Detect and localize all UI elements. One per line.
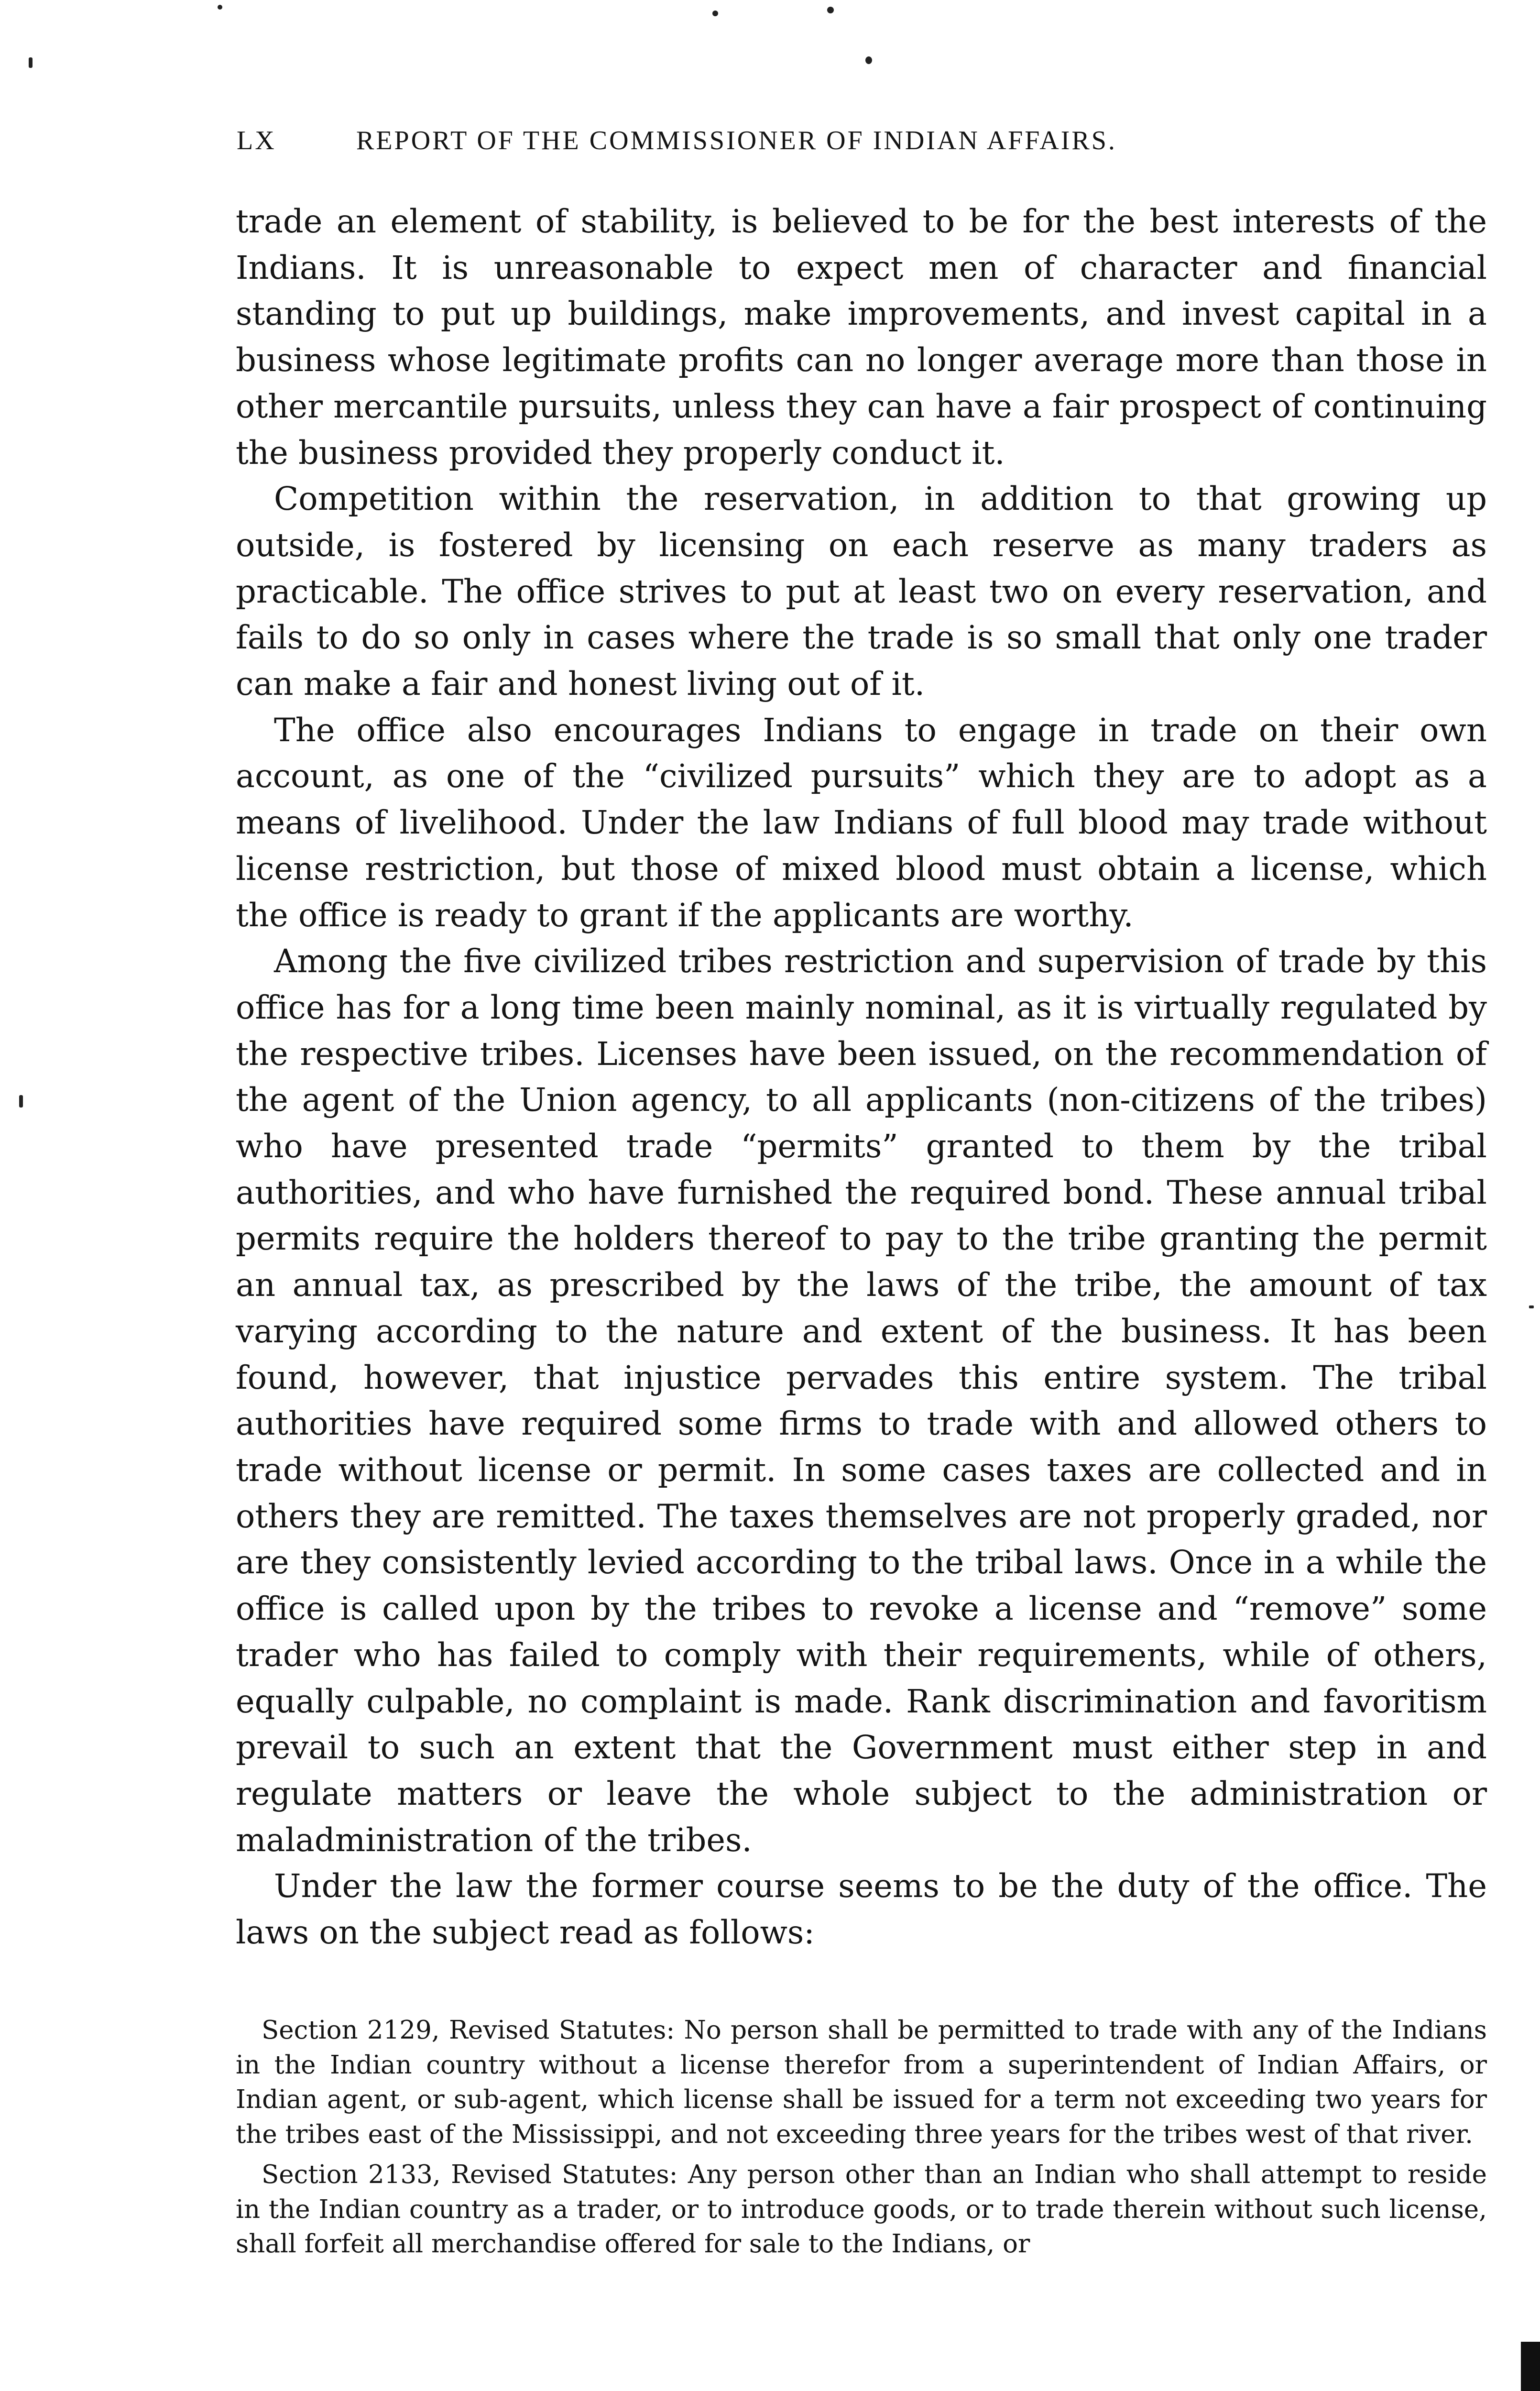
statute-quote: Section 2133, Revised Statutes: Any person other than an Indian who shall attempt to reside in the Indian country as a trader, or to introduce goods, or to trade therein without such license, shall forfeit all merchandise offered for sale to the Indians, or <box>236 2160 1487 2259</box>
paragraph: The office also encourages Indians to engage in trade on their own account, as one of the “civilized pursuits” which they are to adopt as a means of livelihood. Under the law Indians of full blood may trade without license restriction, but those of mixed blood must obtain a license, which the office is ready to grant if the applicants are worthy. <box>236 711 1487 934</box>
scan-speck <box>218 5 222 10</box>
body-text <box>236 198 1487 1956</box>
scan-speck <box>712 11 718 16</box>
scan-speck <box>29 57 33 68</box>
statute-quote: Section 2129, Revised Statutes: No person shall be permitted to trade with any of the Indians in the Indian country without a license therefor from a superintendent of Indian Affairs, or Indian agent, or sub-agent, which license shall be issued for a term not exceeding two years for the tribes east of the Mississippi, and not exceeding three years for the tribes west of that river. <box>236 2016 1487 2149</box>
scan-speck <box>865 56 872 64</box>
paragraph: Competition within the reservation, in addition to that growing up outside, is fostered by licensing on each reserve as many traders as practicable. The office strives to put at least two on every reservation, and fails to do so only in cases where the trade is so small that only one trader can make a fair and honest living out of it. <box>236 480 1487 703</box>
statute-quotations <box>236 2013 1487 2268</box>
scan-speck <box>827 7 834 13</box>
running-header <box>237 125 1394 164</box>
running-title: REPORT OF THE COMMISSIONER OF INDIAN AFFAIRS. <box>356 126 1117 155</box>
scan-right-edge <box>1521 2342 1540 2391</box>
page-number: LX <box>237 126 276 155</box>
paragraph: Among the five civilized tribes restriction and supervision of trade by this office has for a long time been mainly nominal, as it is virtually regulated by the respective tribes. Licenses have been issued, on the recommendation of the agent of the Union agency, to all applicants (non-citizens of the tribes) who have presented trade “permits” granted to them by the tribal authorities, and who have furnished the required bond. These annual tribal permits require the holders thereof to pay to the tribe granting the permit an annual tax, as prescribed by the laws of the tribe, the amount of tax varying according to the nature and extent of the business. It has been found, however, that injustice pervades this entire system. The tribal authorities have required some firms to trade with and allowed others to trade without license or permit. In some cases taxes are collected and in others they are remitted. The taxes themselves are not properly graded, nor are they consistently levied according to the tribal laws. Once in a while the office is called upon by the tribes to revoke a license and “remove” some trader who has failed to comply with their requirements, while of others, equally culpable, no complaint is made. Rank discrimination and favoritism prevail to such an extent that the Government must either step in and regulate matters or leave the whole subject to the administration or maladministration of the tribes. <box>236 943 1487 1859</box>
scan-speck <box>1529 1305 1534 1308</box>
paragraph: Under the law the former course seems to be the duty of the office. The laws on the subject read as follows: <box>236 1867 1487 1952</box>
paragraph: trade an element of stability, is believed to be for the best interests of the Indians. It is unreasonable to expect men of character and financial standing to put up buildings, make improvements, and invest capital in a business whose legitimate profits can no longer average more than those in other mercantile pursuits, unless they can have a fair prospect of continuing the business provided they properly conduct it. <box>236 203 1487 472</box>
scan-speck <box>19 1095 23 1108</box>
